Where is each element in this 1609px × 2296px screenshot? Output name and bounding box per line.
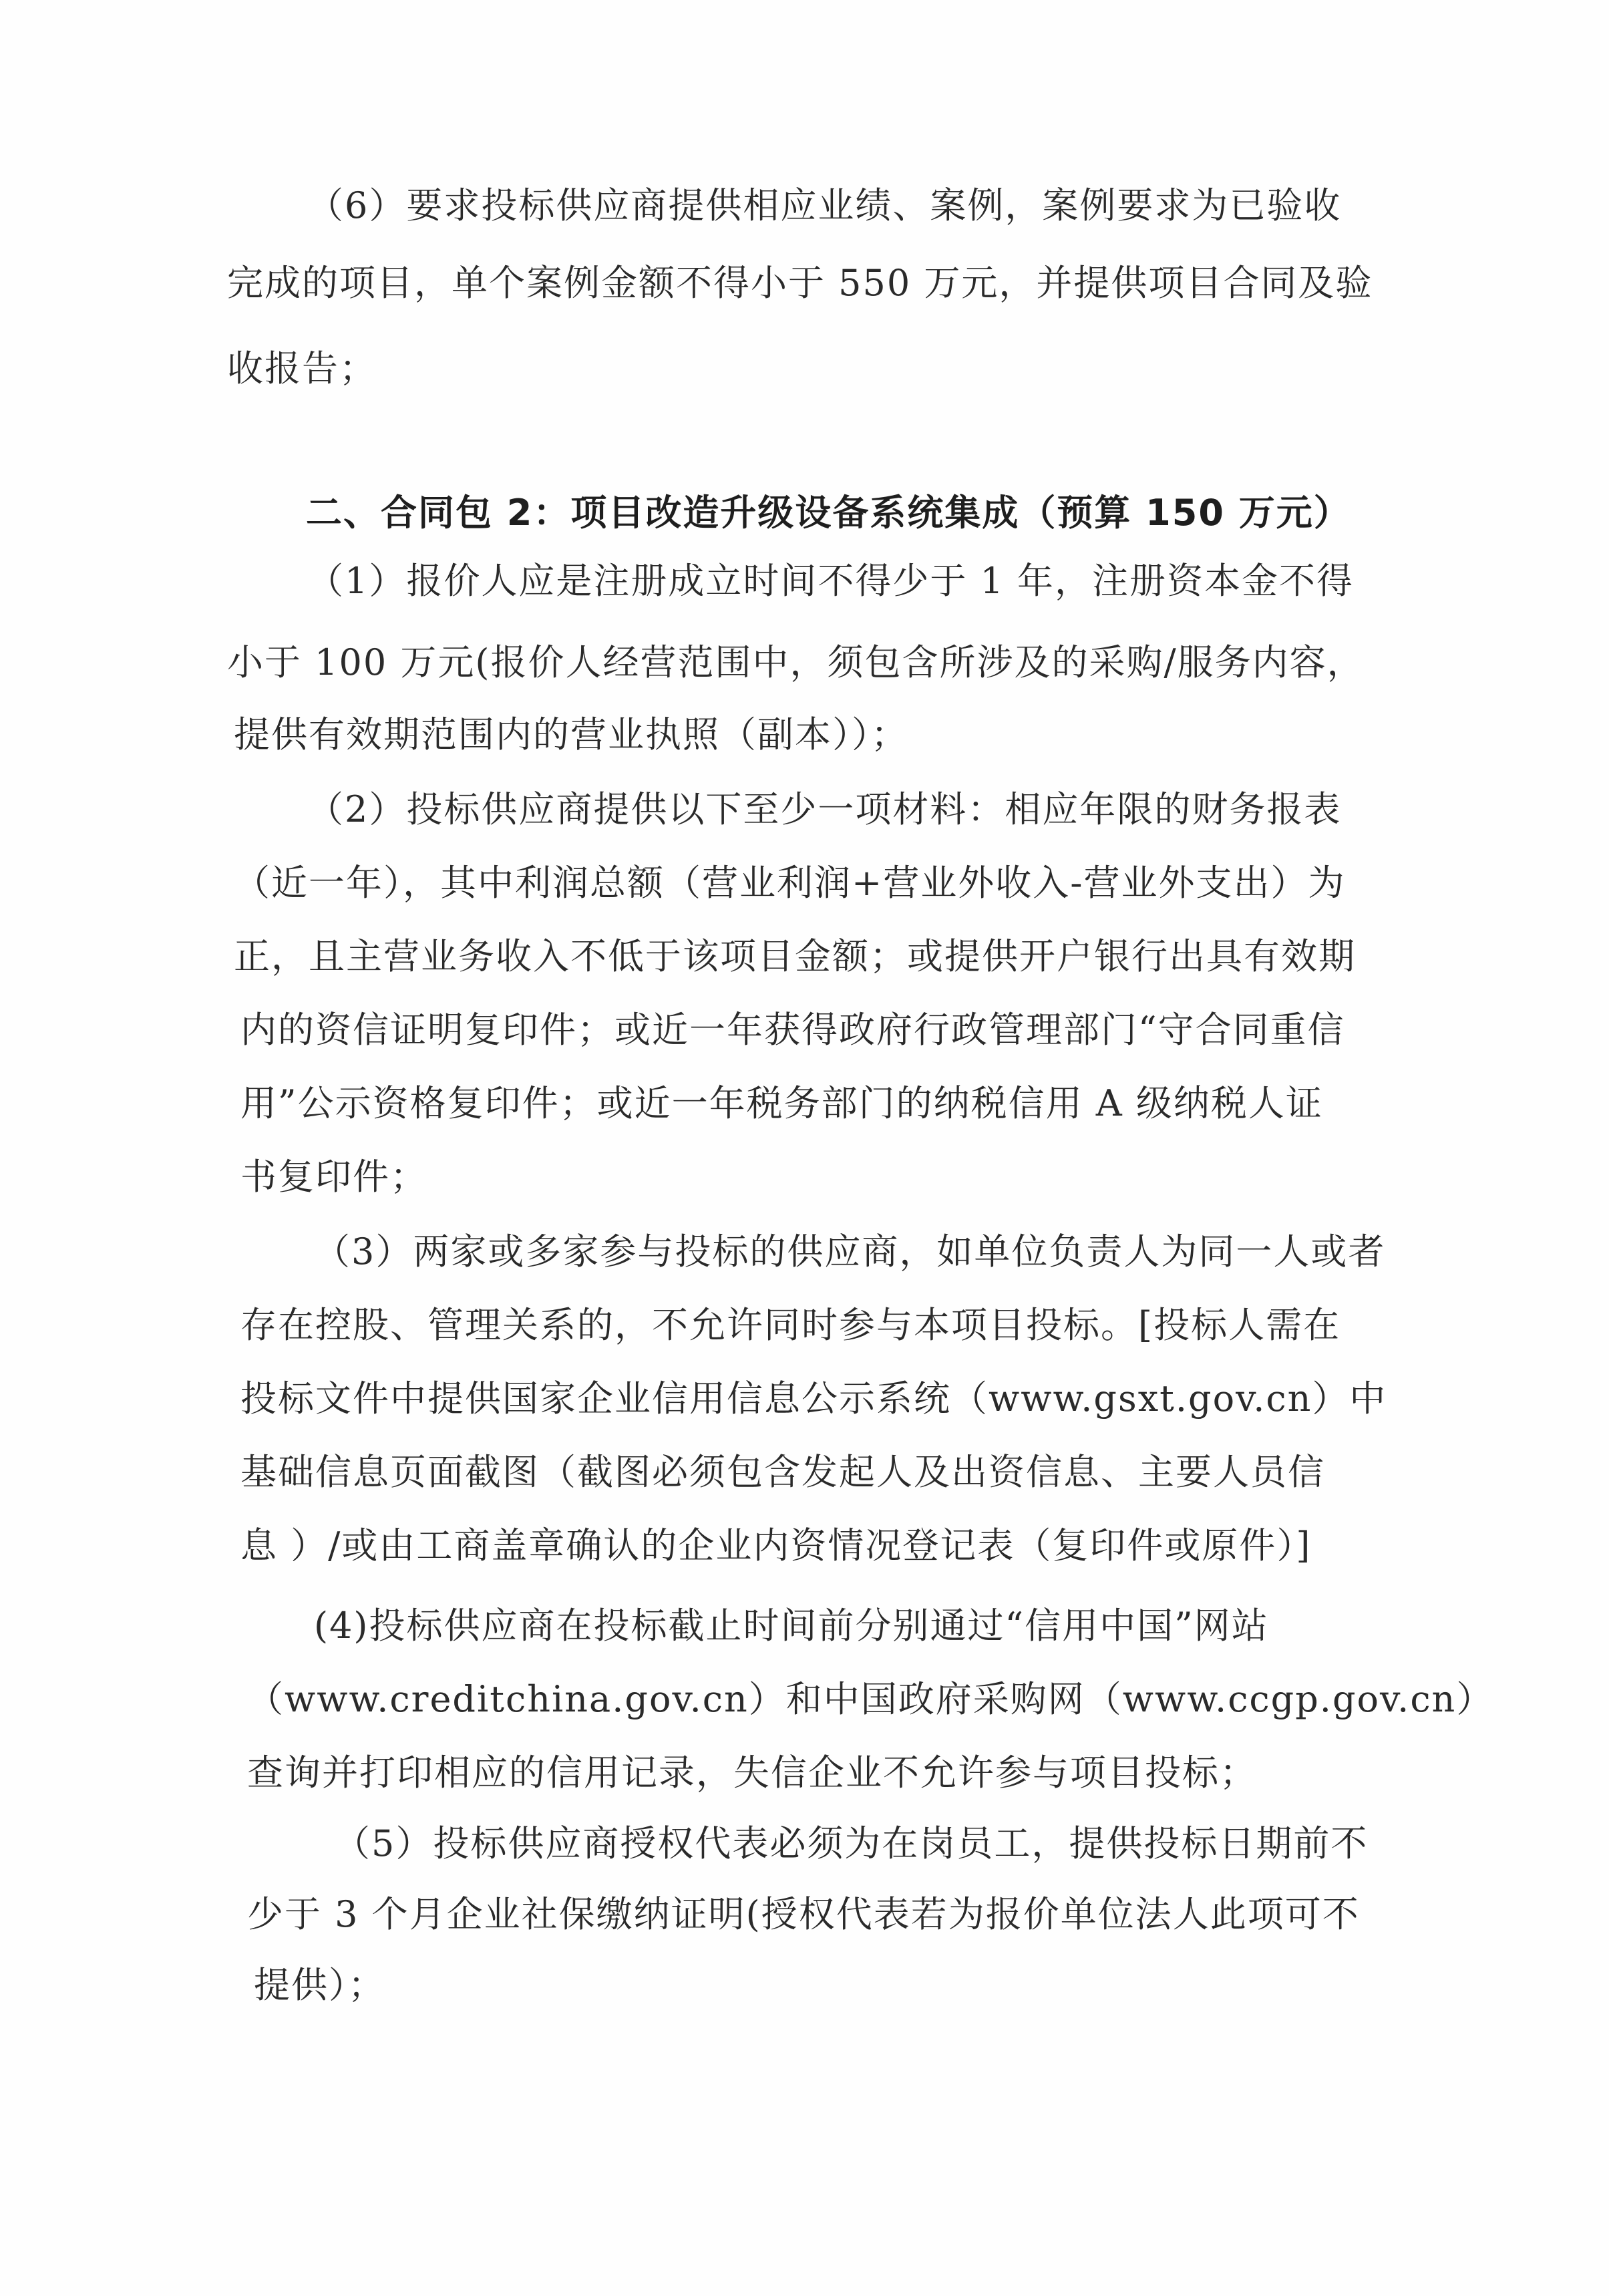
item-3-line-1: （3）两家或多家参与投标的供应商，如单位负责人为同一人或者 xyxy=(314,1231,1386,1273)
item-2-line-4: 内的资信证明复印件；或近一年获得政府行政管理部门“守合同重信 xyxy=(240,1009,1345,1051)
item-2-line-1: （2）投标供应商提供以下至少一项材料：相应年限的财务报表 xyxy=(307,788,1342,830)
item-4-line-1: (4)投标供应商在投标截止时间前分别通过“信用中国”网站 xyxy=(314,1605,1269,1647)
item-4-line-3: 查询并打印相应的信用记录，失信企业不允许参与项目投标； xyxy=(247,1752,1257,1794)
item-1-line-3: 提供有效期范围内的营业执照（副本））； xyxy=(234,713,908,756)
item-3-line-2: 存在控股、管理关系的，不允许同时参与本项目投标。[投标人需在 xyxy=(240,1304,1341,1346)
item-1-line-1: （1）报价人应是注册成立时间不得少于 1 年，注册资本金不得 xyxy=(307,560,1355,602)
item-3-line-3: 投标文件中提供国家企业信用信息公示系统（www.gsxt.gov.cn）中 xyxy=(240,1377,1387,1420)
item-1-line-2: 小于 100 万元(报价人经营范围中，须包含所涉及的采购/服务内容， xyxy=(227,641,1365,683)
item-6-line-1: （6）要求投标供应商提供相应业绩、案例，案例要求为已验收 xyxy=(307,184,1342,226)
item-5-line-3: 提供）； xyxy=(254,1964,385,2006)
item-6-line-3: 收报告； xyxy=(227,347,377,389)
item-6-line-2: 完成的项目，单个案例金额不得小于 550 万元，并提供项目合同及验 xyxy=(227,262,1373,304)
item-3-line-4: 基础信息页面截图（截图必须包含发起人及出资信息、主要人员信 xyxy=(240,1451,1325,1493)
item-2-line-3: 正，且主营业务收入不低于该项目金额；或提供开户银行出具有效期 xyxy=(234,935,1356,977)
item-2-line-2: （近一年），其中利润总额（营业利润+营业外收入-营业外支出）为 xyxy=(234,862,1346,904)
item-2-line-6: 书复印件； xyxy=(240,1156,427,1198)
item-5-line-1: （5）投标供应商授权代表必须为在岗员工，提供投标日期前不 xyxy=(334,1822,1369,1864)
item-2-line-5: 用”公示资格复印件；或近一年税务部门的纳税信用 A 级纳税人证 xyxy=(240,1082,1323,1124)
item-4-line-2: （www.creditchina.gov.cn）和中国政府采购网（www.ccgp.gov.cn） xyxy=(247,1678,1494,1720)
section-heading: 二、合同包 2：项目改造升级设备系统集成（预算 150 万元） xyxy=(306,492,1351,534)
item-3-line-5: 息 ）/或由工商盖章确认的企业内资情况登记表（复印件或原件）] xyxy=(240,1524,1312,1567)
item-5-line-2: 少于 3 个月企业社保缴纳证明(授权代表若为报价单位法人此项可不 xyxy=(247,1893,1360,1935)
